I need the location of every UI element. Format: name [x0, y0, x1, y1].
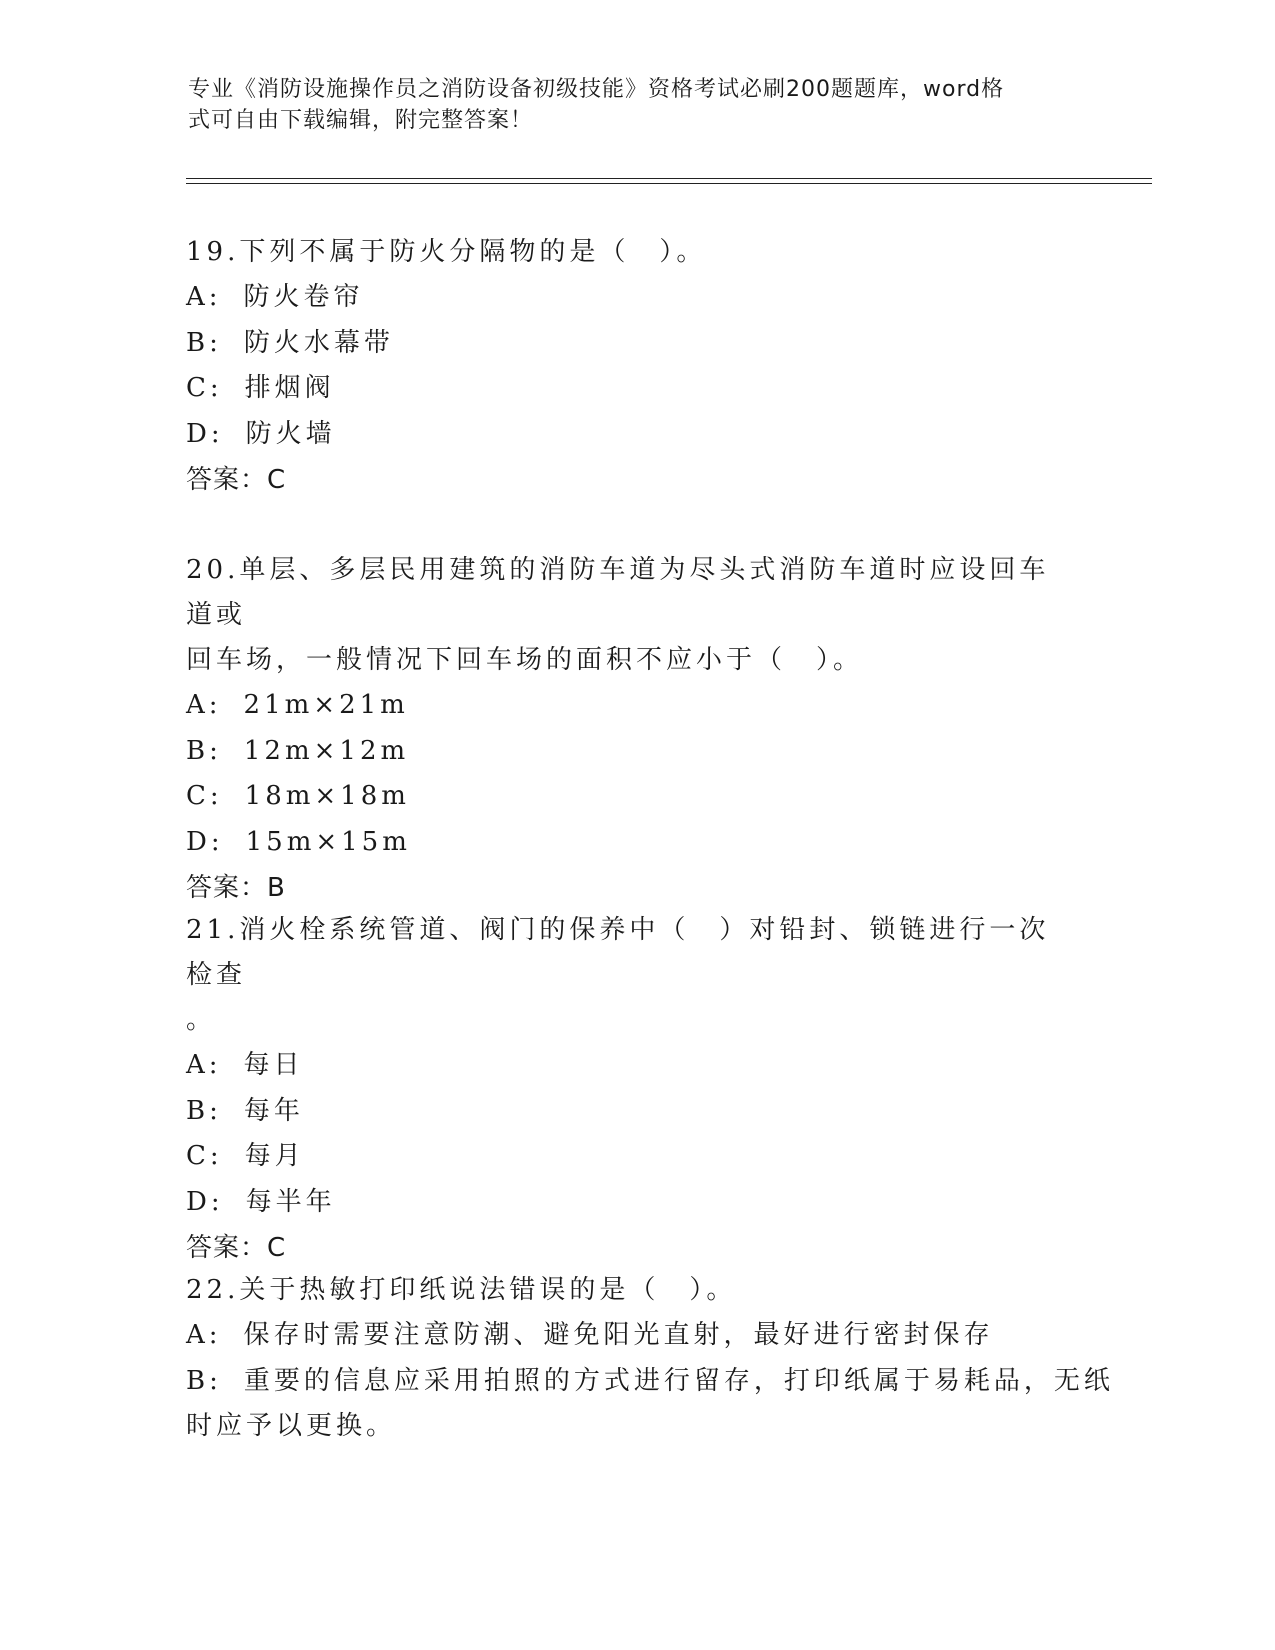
- option-text: 21m×21m: [243, 690, 409, 720]
- question-stem-line-2: 。: [186, 1005, 217, 1035]
- option-key: D:: [186, 418, 224, 449]
- option-text: 重要的信息应采用拍照的方式进行留存，打印纸属于易耗品，无纸: [243, 1365, 1114, 1396]
- option-c: [186, 774, 1076, 820]
- document-header: [188, 74, 1068, 136]
- question-19: [186, 230, 1076, 503]
- option-key: A:: [186, 1320, 222, 1350]
- option-key: C:: [186, 373, 223, 403]
- option-key: C:: [186, 1141, 223, 1171]
- option-a: [186, 683, 1076, 729]
- option-text: 每日: [243, 1050, 304, 1080]
- question-22: [186, 1268, 1114, 1450]
- option-text: 每月: [244, 1141, 305, 1171]
- option-d: [186, 1180, 1076, 1226]
- answer: 答案：B: [186, 873, 286, 903]
- option-text: 18m×18m: [244, 781, 410, 811]
- option-key: C:: [186, 781, 223, 811]
- option-text: 12m×12m: [243, 735, 410, 766]
- option-key: A:: [186, 282, 222, 312]
- option-b: [186, 1089, 1076, 1135]
- option-text: 防火墙: [245, 418, 336, 449]
- option-b: [186, 729, 1076, 775]
- option-text: 防火水幕带: [243, 327, 394, 358]
- question-stem: 22.关于热敏打印纸说法错误的是（ ）。: [186, 1275, 737, 1305]
- question-stem: 19.下列不属于防火分隔物的是（ ）。: [186, 237, 707, 267]
- option-key: D:: [186, 826, 224, 857]
- header-intro-line-2: 式可自由下载编辑，附完整答案！: [188, 108, 534, 133]
- option-text: 排烟阀: [244, 373, 335, 403]
- option-c: [186, 366, 1076, 412]
- question-21: [186, 908, 1076, 1271]
- answer: 答案：C: [186, 1233, 287, 1263]
- header-divider-top: [186, 178, 1152, 179]
- option-a: [186, 275, 1076, 321]
- option-c: [186, 1134, 1076, 1180]
- option-a: [186, 1313, 1076, 1359]
- question-20: [186, 548, 1076, 911]
- option-d: [186, 820, 1076, 866]
- option-key: A:: [186, 1050, 222, 1080]
- option-text: 防火卷帘: [243, 282, 364, 312]
- option-key: A:: [186, 690, 222, 720]
- header-divider-bottom: [186, 183, 1152, 184]
- option-d: [186, 412, 1076, 458]
- option-b: [186, 321, 1076, 367]
- question-stem-line-1: 21.消火栓系统管道、阀门的保养中（ ）对铅封、锁链进行一次检查: [186, 915, 1050, 990]
- option-text: 15m×15m: [245, 826, 411, 857]
- option-key: B:: [186, 1095, 222, 1126]
- option-key: B:: [186, 327, 222, 358]
- option-key: D:: [186, 1186, 224, 1217]
- question-stem-line-2: 回车场，一般情况下回车场的面积不应小于（ ）。: [186, 645, 864, 675]
- option-key: B:: [186, 735, 222, 766]
- option-b: [186, 1359, 1114, 1405]
- question-stem-line-1: 20.单层、多层民用建筑的消防车道为尽头式消防车道时应设回车道或: [186, 555, 1050, 630]
- option-b-continuation: 时应予以更换。: [186, 1411, 397, 1441]
- option-a: [186, 1043, 1076, 1089]
- option-text: 保存时需要注意防潮、避免阳光直射，最好进行密封保存: [243, 1320, 994, 1350]
- header-intro-line-1: 专业《消防设施操作员之消防设备初级技能》资格考试必刷200题题库，word格: [188, 77, 1005, 102]
- option-text: 每半年: [245, 1186, 336, 1217]
- option-key: B:: [186, 1365, 222, 1396]
- option-text: 每年: [243, 1095, 304, 1126]
- answer: 答案：C: [186, 465, 287, 495]
